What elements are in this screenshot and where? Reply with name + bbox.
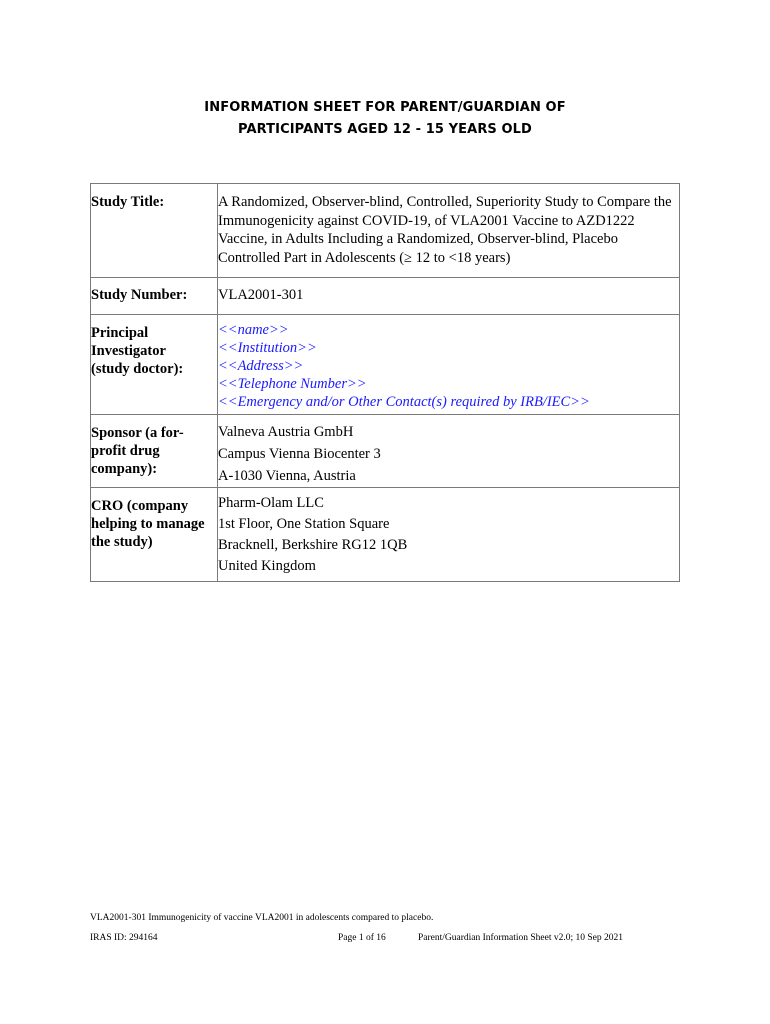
study-title-value: A Randomized, Observer-blind, Controlled, Superiority Study to Compare the Immunogenicity against COVID-19, of VLA2001 Vaccine to AZD1222 Vaccine, in Adults Including a Randomized, Observer-blind, Placebo Controlled Part in Adolescents (≥ 12 to <18 years) [218,184,680,278]
table-row-sponsor [91,415,680,488]
cro-label-line: helping to manage [91,516,205,532]
cro-label-line: CRO (company [91,498,189,514]
study-number-label: Study Number: [91,278,218,315]
title-line-2: PARTICIPANTS AGED 12 - 15 YEARS OLD [238,122,532,137]
sponsor-name: Valneva Austria GmbH [218,424,354,440]
pi-label-line: Principal [91,325,149,341]
sponsor-label-line: Sponsor (a for- [91,425,184,441]
cro-label-line: the study) [91,534,153,550]
pi-emergency-contact-placeholder: <<Emergency and/or Other Contact(s) required by IRB/IEC>> [218,394,590,410]
pi-label-line: Investigator [91,343,166,359]
table-row-cro [91,488,680,582]
pi-label-line: (study doctor): [91,361,184,377]
title-line-1: INFORMATION SHEET FOR PARENT/GUARDIAN OF [204,100,566,115]
cro-label [91,488,218,582]
principal-investigator-value [218,315,680,415]
table-row-principal-investigator [91,315,680,415]
study-number-value: VLA2001-301 [218,278,680,315]
sponsor-label-line: company): [91,461,158,477]
pi-telephone-placeholder: <<Telephone Number>> [218,376,367,392]
pi-name-placeholder: <<name>> [218,322,289,338]
study-title-label: Study Title: [91,184,218,278]
study-info-table [90,183,680,582]
cro-address-line: Bracknell, Berkshire RG12 1QB [218,537,408,553]
pi-address-placeholder: <<Address>> [218,358,304,374]
cro-value [218,488,680,582]
sponsor-label [91,415,218,488]
document-title [90,97,680,141]
footer-document-version: Parent/Guardian Information Sheet v2.0; 10 Sep 2021 [418,933,624,943]
cro-address-line: 1st Floor, One Station Square [218,516,390,532]
cro-name: Pharm-Olam LLC [218,495,324,511]
sponsor-label-line: profit drug [91,443,160,459]
pi-institution-placeholder: <<Institution>> [218,340,317,356]
principal-investigator-label [91,315,218,415]
footer-iras-id: IRAS ID: 294164 [90,933,158,943]
table-row-study-number [91,278,680,315]
sponsor-value [218,415,680,488]
footer-description: VLA2001-301 Immunogenicity of vaccine VLA2001 in adolescents compared to placebo. [90,913,434,923]
table-row-study-title [91,184,680,278]
footer-page-number: Page 1 of 16 [338,933,386,943]
cro-address-line: United Kingdom [218,558,316,574]
sponsor-address-line: Campus Vienna Biocenter 3 [218,446,381,462]
sponsor-address-line: A-1030 Vienna, Austria [218,468,356,484]
